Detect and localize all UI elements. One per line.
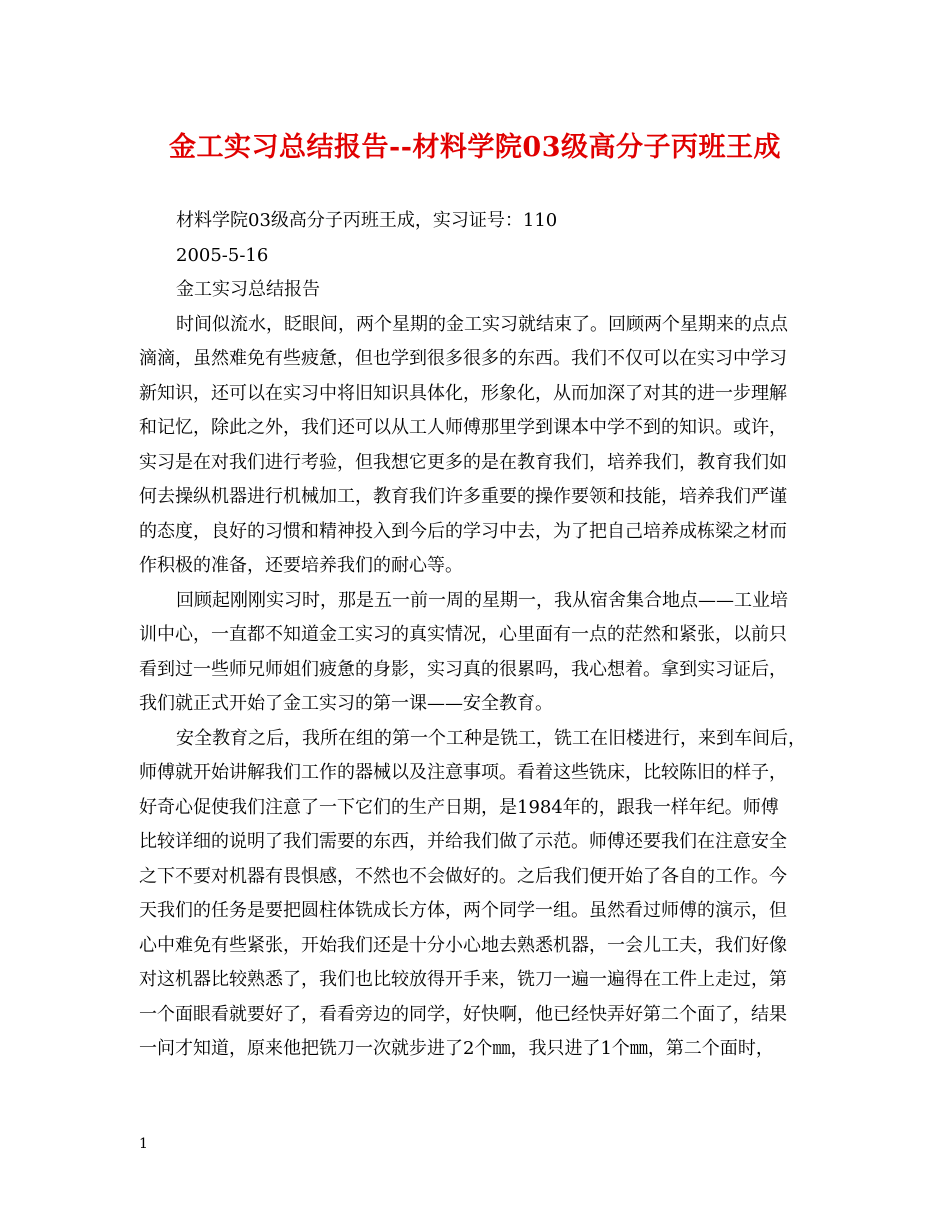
date-line: 2005-5-16: [176, 244, 269, 266]
author-line: 材料学院03级高分子丙班王成，实习证号：110: [176, 210, 558, 231]
paragraph-line: 看到过一些师兄师姐们疲惫的身影，实习真的很累吗，我心想着。拿到实习证后，: [139, 658, 787, 680]
paragraph-line: 安全教育之后，我所在组的第一个工种是铣工，铣工在旧楼进行，来到车间后，: [176, 727, 806, 749]
paragraph-line: 新知识，还可以在实习中将旧知识具体化，形象化，从而加深了对其的进一步理解: [139, 382, 787, 404]
paragraph-line: 我们就正式开始了金工实习的第一课——安全教育。: [139, 693, 553, 714]
paragraph-line: 天我们的任务是要把圆柱体铣成长方体，两个同学一组。虽然看过师傅的演示，但: [139, 900, 787, 921]
paragraph-line: 一个面眼看就要好了，看看旁边的同学，好快啊，他已经快弄好第二个面了，结果: [139, 1003, 787, 1025]
document-title: 金工实习总结报告--材料学院03级高分子丙班王成: [169, 132, 781, 163]
paragraph-line: 心中难免有些紧张，开始我们还是十分小心地去熟悉机器，一会儿工夫，我们好像: [139, 934, 787, 956]
paragraph-line: 作积极的准备，还要培养我们的耐心等。: [139, 555, 463, 576]
paragraph-line: 对这机器比较熟悉了，我们也比较放得开手来，铣刀一遍一遍得在工件上走过，第: [139, 969, 787, 990]
paragraph-line: 的态度，良好的习惯和精神投入到今后的学习中去，为了把自己培养成栋梁之材而: [139, 520, 787, 542]
paragraph-line: 比较详细的说明了我们需要的东西，并给我们做了示范。师傅还要我们在注意安全: [139, 831, 787, 852]
paragraph-line: 师傅就开始讲解我们工作的器械以及注意事项。看着这些铣床，比较陈旧的样子，: [139, 762, 787, 783]
paragraph-line: 一问才知道，原来他把铣刀一次就步进了2个㎜，我只进了1个㎜，第二个面时，: [139, 1038, 774, 1059]
paragraph-line: 何去操纵机器进行机械加工，教育我们许多重要的操作要领和技能，培养我们严谨: [139, 486, 787, 507]
paragraph-line: 回顾起刚刚实习时，那是五一前一周的星期一，我从宿舍集合地点——工业培: [176, 589, 788, 611]
page-number: 1: [139, 1136, 148, 1152]
paragraph-line: 训中心，一直都不知道金工实习的真实情况，心里面有一点的茫然和紧张，以前只: [139, 624, 787, 645]
paragraph-line: 和记忆，除此之外，我们还可以从工人师傅那里学到课本中学不到的知识。或许，: [139, 417, 787, 438]
paragraph-line: 好奇心促使我们注意了一下它们的生产日期，是1984年的，跟我一样年纪。师傅: [139, 796, 779, 818]
document-body: [139, 204, 823, 1067]
section-heading: 金工实习总结报告: [176, 279, 320, 300]
paragraph-line: 之下不要对机器有畏惧感，不然也不会做好的。之后我们便开始了各自的工作。今: [139, 865, 787, 887]
paragraph-line: 时间似流水，眨眼间，两个星期的金工实习就结束了。回顾两个星期来的点点: [176, 313, 788, 335]
paragraph-line: 滴滴，虽然难免有些疲惫，但也学到很多很多的东西。我们不仅可以在实习中学习: [139, 348, 787, 369]
paragraph-line: 实习是在对我们进行考验，但我想它更多的是在教育我们，培养我们，教育我们如: [139, 451, 787, 473]
